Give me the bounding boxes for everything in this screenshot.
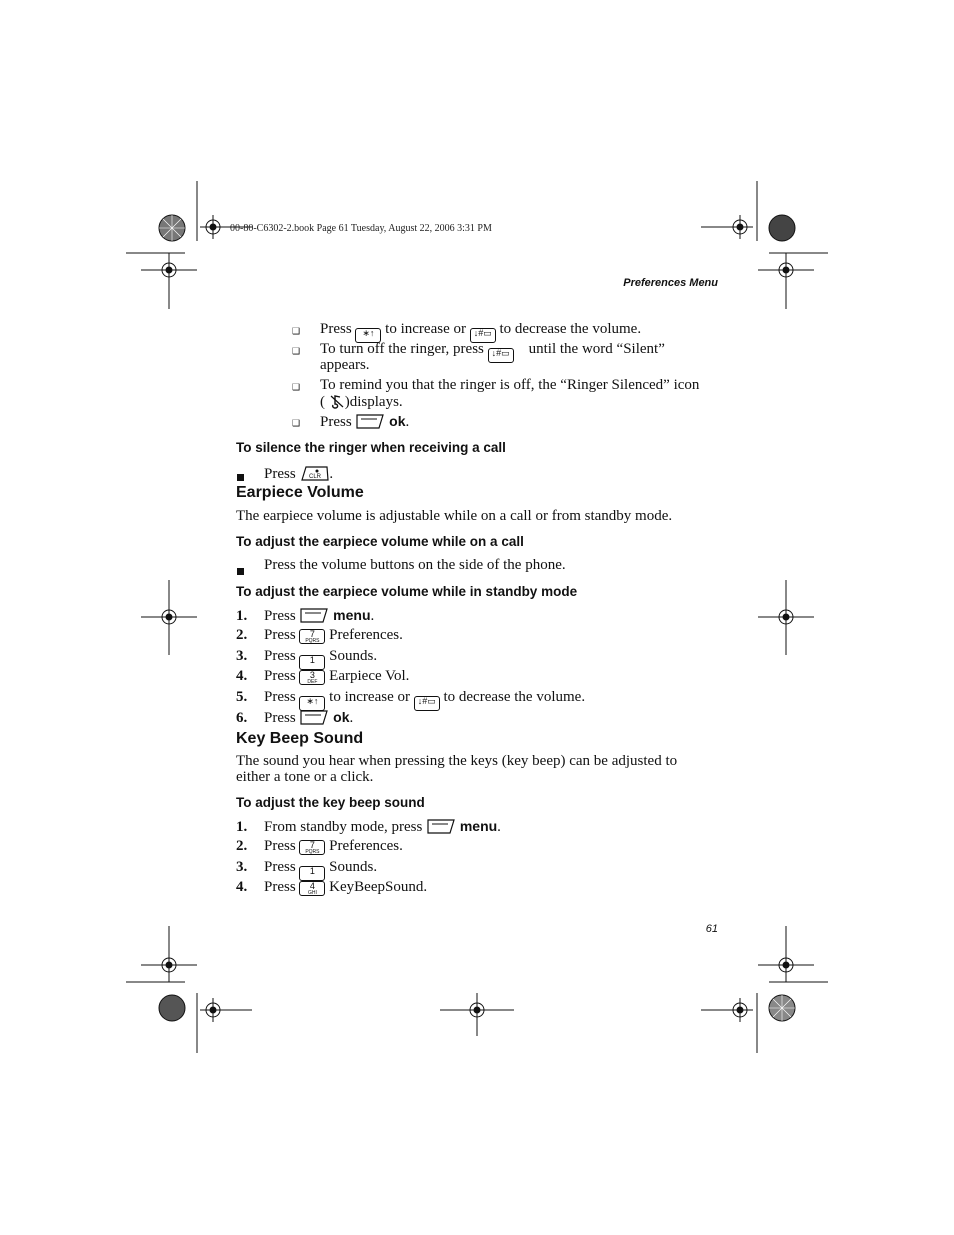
bullet-marker: [237, 562, 244, 580]
list-item: Press ok.: [320, 413, 410, 430]
section-title: Earpiece Volume: [236, 484, 364, 501]
four-key-icon: 4 GHI: [299, 881, 325, 896]
step-item: 1. From standby mode, press menu.: [236, 818, 501, 835]
step-item: 4. Press 3 DEF Earpiece Vol.: [236, 668, 410, 686]
paragraph: The sound you hear when pressing the keys (key beep) can be adjusted to: [236, 753, 678, 769]
book-info-line: 00-80-C6302-2.book Page 61 Tuesday, August 22, 2006 3:31 PM: [230, 223, 492, 234]
hash-key-icon: ↓#▭: [488, 348, 514, 363]
list-item: Press ∗↑ to increase or ↓#▭ to decrease the volume.: [320, 321, 641, 343]
procedure-heading: To adjust the earpiece volume while on a call: [236, 534, 524, 549]
step-item: 2. Press 7 PQRS Preferences.: [236, 838, 403, 856]
one-key-icon: 1: [299, 655, 325, 670]
step-item: 2. Press 7 PQRS Preferences.: [236, 627, 403, 645]
hash-key-icon: ↓#▭: [414, 696, 440, 711]
step-item: 6. Press ok.: [236, 708, 354, 726]
page-number: 61: [705, 923, 718, 935]
list-item-continuation: ( )displays.: [320, 393, 403, 413]
star-key-icon: ∗↑: [355, 328, 381, 343]
list-item-continuation: appears.: [320, 357, 370, 373]
three-key-icon: 3 DEF: [299, 670, 325, 685]
list-marker: ❑: [292, 382, 301, 392]
softkey-icon: [355, 413, 385, 430]
softkey-icon: [299, 709, 329, 726]
step-item: 5. Press ∗↑ to increase or ↓#▭ to decrease the volume.: [236, 689, 736, 709]
step-item: 3. Press 1 Sounds.: [236, 859, 736, 879]
numbered-list: [236, 607, 736, 729]
seven-key-icon: 7 PQRS: [299, 840, 325, 855]
procedure-heading: To adjust the key beep sound: [236, 795, 425, 810]
svg-text:CLR: CLR: [309, 474, 322, 480]
running-head: Preferences Menu: [623, 277, 718, 289]
star-key-icon: ∗↑: [299, 696, 325, 711]
list-item: ❑: [292, 326, 301, 336]
ringer-silenced-icon: [329, 393, 345, 413]
list-marker: ❑: [292, 418, 301, 428]
seven-key-icon: 7 PQRS: [299, 629, 325, 644]
list-item: To remind you that the ringer is off, the “Ringer Silenced” icon: [320, 377, 700, 393]
list-item: To turn off the ringer, press ↓#▭ until the word “Silent”: [320, 341, 665, 363]
step-item: 1. Press menu.: [236, 607, 375, 624]
softkey-icon: [299, 607, 329, 624]
section-title: Key Beep Sound: [236, 730, 364, 747]
list-marker: ❑: [292, 346, 301, 356]
procedure-heading: To adjust the earpiece volume while in standby mode: [236, 584, 578, 599]
one-key-icon: 1: [299, 866, 325, 881]
hash-key-icon: ↓#▭: [470, 328, 496, 343]
paragraph: The earpiece volume is adjustable while on a call or from standby mode.: [236, 508, 673, 524]
numbered-list: [236, 818, 736, 900]
softkey-icon: [426, 818, 456, 835]
list-item: Press CLR .: [264, 463, 333, 482]
step-item: 3. Press 1 Sounds.: [236, 648, 736, 668]
step-item: 4. Press 4 GHI KeyBeepSound.: [236, 879, 428, 897]
list-item: Press the volume buttons on the side of the phone.: [264, 557, 566, 573]
end-call-key-icon: [299, 463, 329, 480]
paragraph: either a tone or a click.: [236, 769, 374, 785]
procedure-heading: To silence the ringer when receiving a call: [236, 440, 506, 455]
